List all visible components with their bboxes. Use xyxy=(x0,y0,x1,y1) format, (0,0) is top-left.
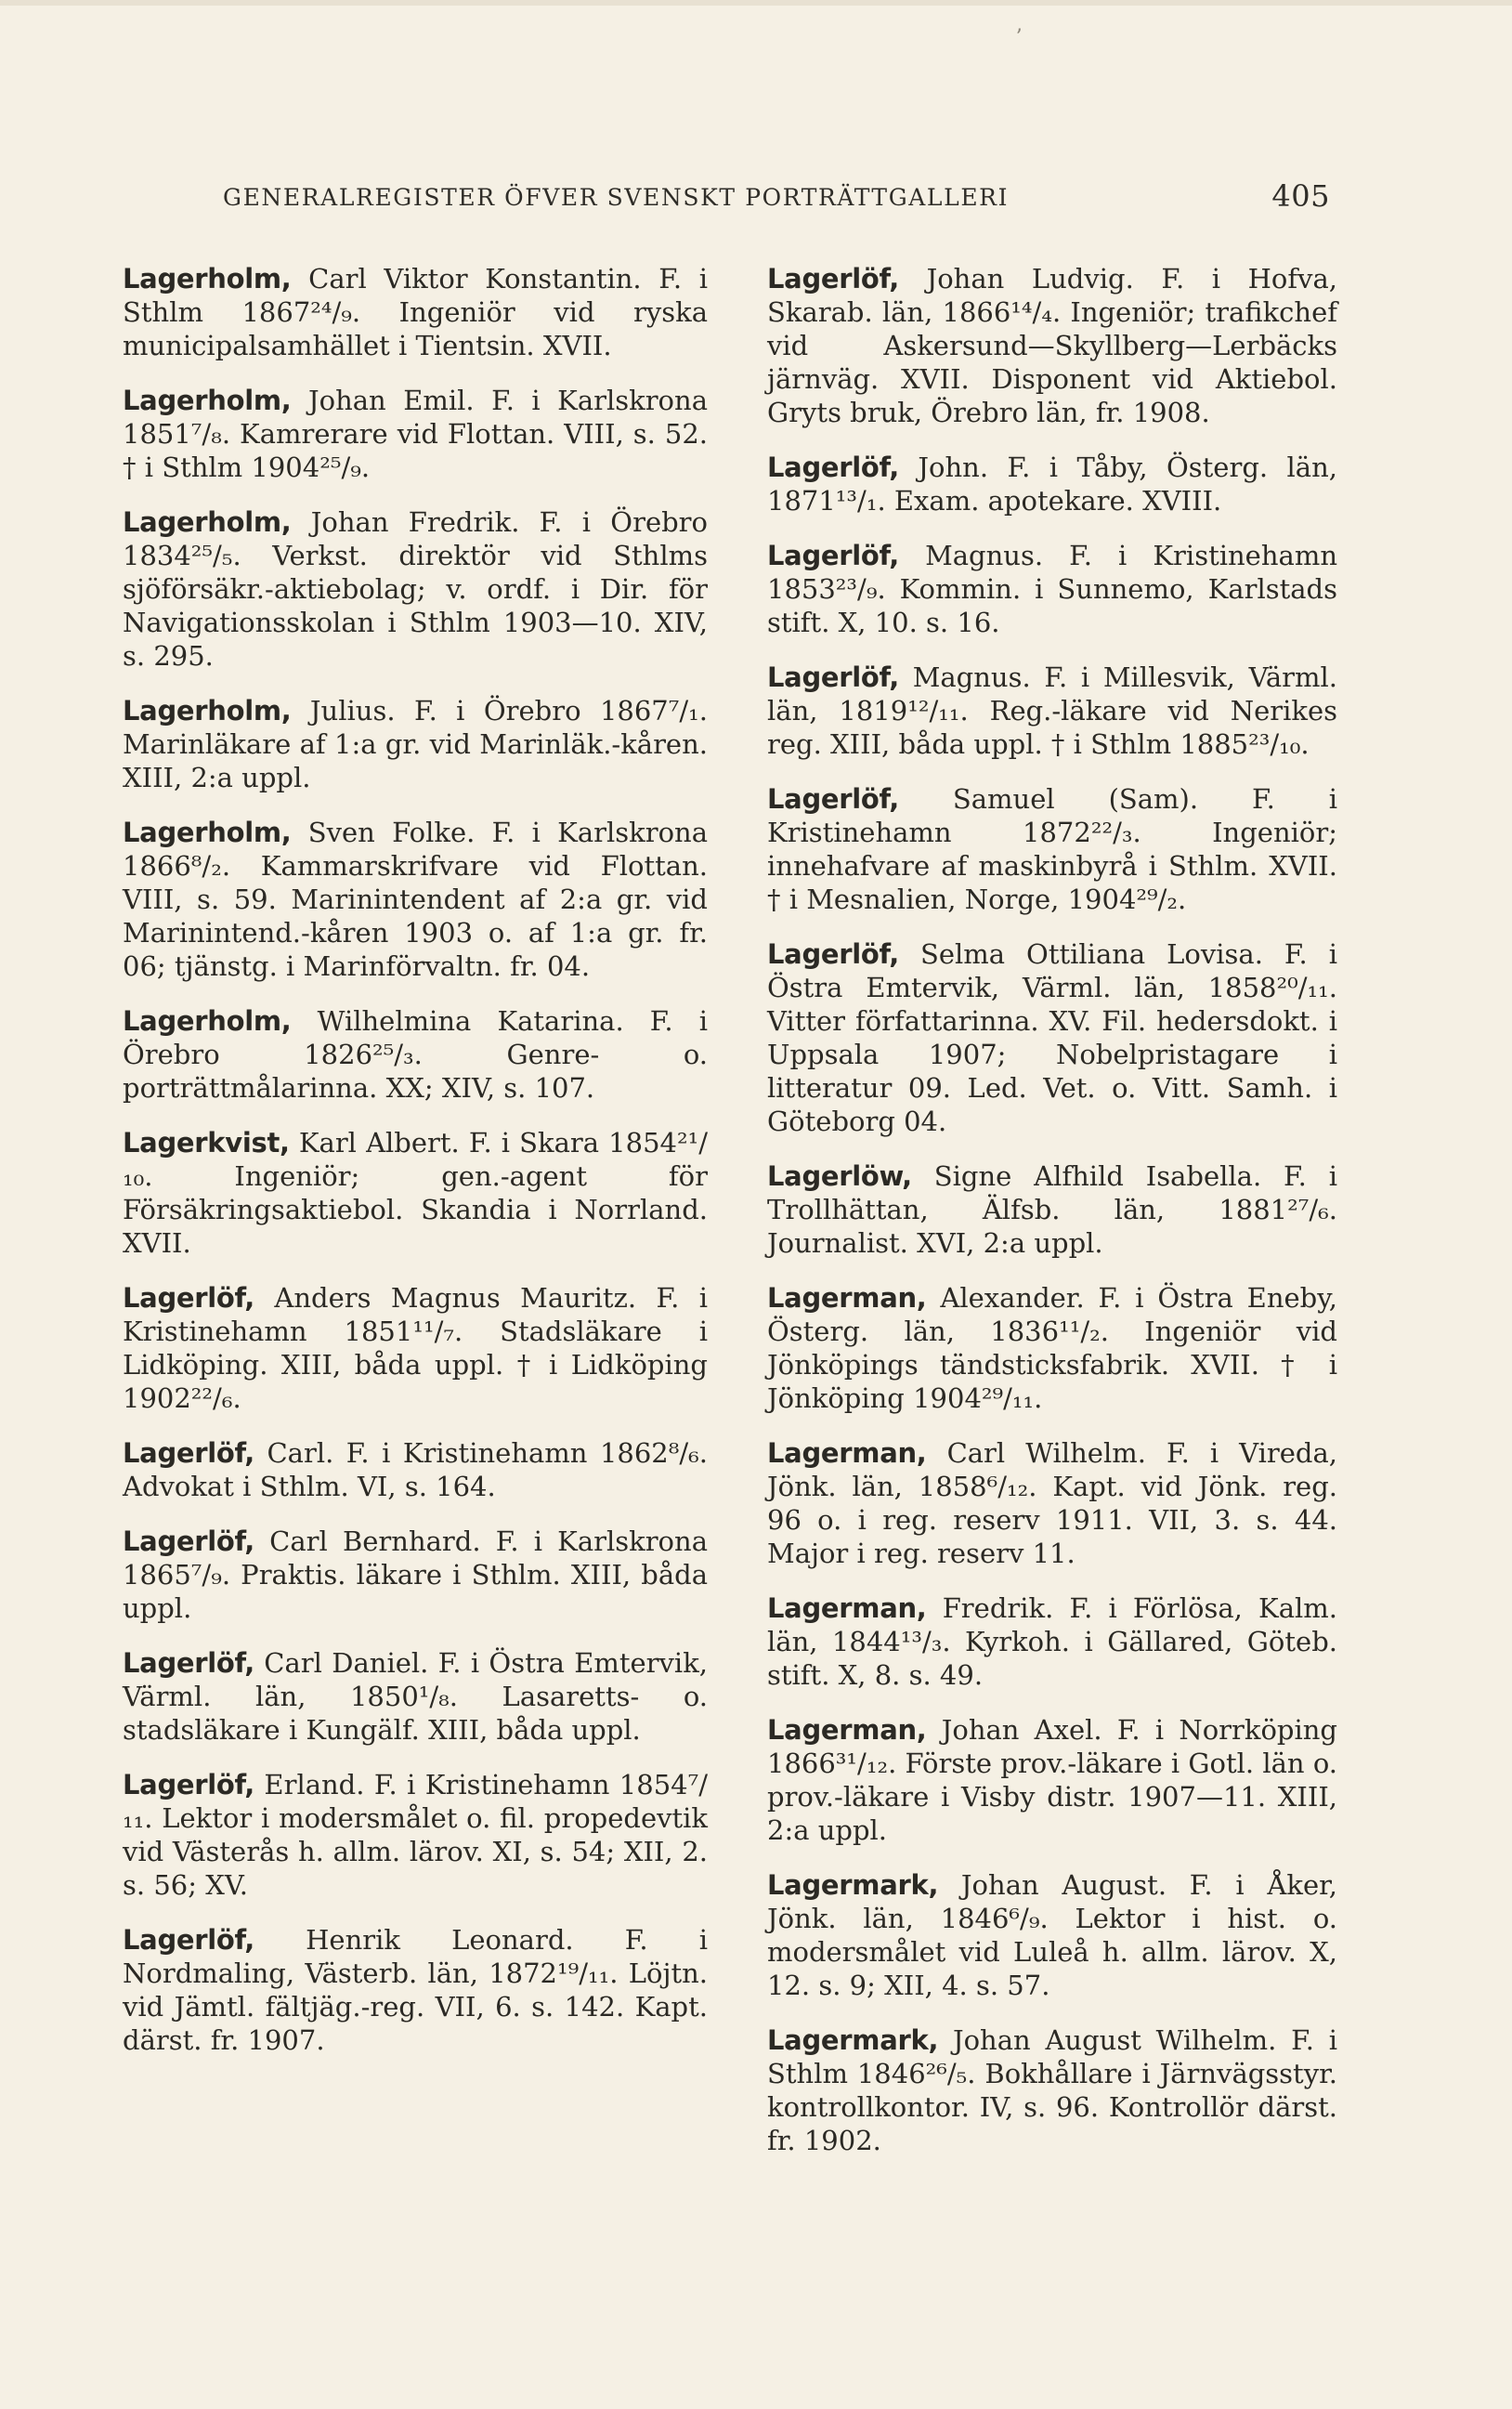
entry-text: Anders Magnus Mauritz. F. i Kristinehamn 1851¹¹/₇. Stadsläkare i Lidköping. XIII, båda uppl. † i Lidköping 1902²²/₆. xyxy=(123,1282,708,1414)
entry-text: Erland. F. i Kristinehamn 1854⁷/₁₁. Lektor i modersmålet o. fil. propedevtik vid Västerås h. allm. lärov. XI, s. 54; XII, 2. s. 56; XV. xyxy=(123,1769,708,1901)
register-entry xyxy=(123,505,708,673)
register-entry xyxy=(767,1591,1337,1692)
entry-text: Johan Ludvig. F. i Hofva, Skarab. län, 1866¹⁴/₄. Ingeniör; trafikchef vid Askersund—Skyllberg—Lerbäcks järnväg. XVII. Disponent vid Aktiebol. Gryts bruk, Örebro län, fr. 1908. xyxy=(767,263,1337,428)
entry-surname: Lagerholm, xyxy=(123,1005,292,1037)
entry-surname: Lagerlöf, xyxy=(767,783,899,815)
header-title: GENERALREGISTER ÖFVER SVENSKT PORTRÄTTGALLERI xyxy=(223,184,1010,211)
entry-surname: Lagerlöf, xyxy=(123,1525,254,1557)
entry-text: Henrik Leonard. F. i Nordmaling, Västerb. län, 1872¹⁹/₁₁. Löjtn. vid Jämtl. fältjäg.-reg. VII, 6. s. 142. Kapt. därst. fr. 1907. xyxy=(123,1924,708,2056)
entry-surname: Lagerholm, xyxy=(123,506,292,538)
entry-surname: Lagerman, xyxy=(767,1714,927,1746)
entry-text: Magnus. F. i Millesvik, Värml. län, 1819¹²/₁₁. Reg.-läkare vid Nerikes reg. XIII, båda uppl. † i Sthlm 1885²³/₁₀. xyxy=(767,661,1337,760)
entry-surname: Lagermark, xyxy=(767,1869,939,1901)
register-entry xyxy=(123,694,708,794)
entry-text: Carl Bernhard. F. i Karlskrona 1865⁷/₉. Praktis. läkare i Sthlm. XIII, båda uppl. xyxy=(123,1525,708,1624)
left-column xyxy=(123,262,708,2078)
entry-surname: Lagerlöf, xyxy=(767,540,899,571)
register-entry xyxy=(123,816,708,983)
entry-text: Carl Wilhelm. F. i Vireda, Jönk. län, 1858⁶/₁₂. Kapt. vid Jönk. reg. 96 o. i reg. reserv 1911. VII, 3. s. 44. Major i reg. reserv 11. xyxy=(767,1437,1337,1569)
entry-text: Carl Viktor Konstantin. F. i Sthlm 1867²⁴/₉. Ingeniör vid ryska municipalsamhället i Tientsin. XVII. xyxy=(123,263,708,361)
entry-text: Johan Fredrik. F. i Örebro 1834²⁵/₅. Verkst. direktör vid Sthlms sjöförsäkr.-aktiebolag; v. ordf. i Dir. för Navigationsskolan i Sthlm 1903—10. XIV, s. 295. xyxy=(123,506,708,672)
register-entry xyxy=(123,384,708,484)
entry-text: Johan August. F. i Åker, Jönk. län, 1846⁶/₉. Lektor i hist. o. modersmålet vid Luleå h. allm. lärov. X, 12. s. 9; XII, 4. s. 57. xyxy=(767,1869,1337,2001)
entry-surname: Lagerlöw, xyxy=(767,1160,912,1192)
register-entry xyxy=(123,1126,708,1260)
entry-surname: Lagerkvist, xyxy=(123,1127,290,1159)
entry-surname: Lagerholm, xyxy=(123,263,292,295)
entry-text: Johan August Wilhelm. F. i Sthlm 1846²⁶/₅. Bokhållare i Järnvägsstyr. kontrollkontor. IV, s. 96. Kontrollör därst. fr. 1902. xyxy=(767,2024,1337,2156)
entry-text: Fredrik. F. i Förlösa, Kalm. län, 1844¹³/₃. Kyrkoh. i Gällared, Göteb. stift. X, 8. s. 49. xyxy=(767,1592,1337,1691)
register-entry xyxy=(767,782,1337,916)
entry-surname: Lagerlöf, xyxy=(767,938,899,970)
register-entry xyxy=(767,1868,1337,2002)
entry-text: Alexander. F. i Östra Eneby, Österg. län, 1836¹¹/₂. Ingeniör vid Jönköpings tändsticksfabrik. XVII. † i Jönköping 1904²⁹/₁₁. xyxy=(767,1282,1337,1414)
corner-mark: ʼ xyxy=(1015,26,1022,49)
entry-surname: Lagerlöf, xyxy=(123,1924,254,1956)
register-entry xyxy=(123,1646,708,1747)
entry-surname: Lagerlöf, xyxy=(123,1282,254,1314)
register-entry xyxy=(767,539,1337,639)
entry-surname: Lagerlöf, xyxy=(767,452,899,483)
register-entry xyxy=(123,1281,708,1415)
entry-text: Sven Folke. F. i Karlskrona 1866⁸/₂. Kammarskrifvare vid Flottan. VIII, s. 59. Marinintendent af 2:a gr. vid Marinintend.-kåren 1903 o. af 1:a gr. fr. 06; tjänstg. i Marinförvaltn. fr. 04. xyxy=(123,817,708,982)
page-top-edge xyxy=(0,0,1512,6)
entry-text: Carl Daniel. F. i Östra Emtervik, Värml. län, 1850¹/₈. Lasaretts- o. stadsläkare i Kungälf. XIII, båda uppl. xyxy=(123,1647,708,1746)
register-entry xyxy=(767,1713,1337,1847)
register-entry xyxy=(767,937,1337,1138)
entry-surname: Lagerlöf, xyxy=(767,661,899,693)
running-header xyxy=(223,178,1330,219)
register-entry xyxy=(123,1923,708,2057)
entry-text: Karl Albert. F. i Skara 1854²¹/₁₀. Ingeniör; gen.-agent för Försäkringsaktiebol. Skandia i Norrland. XVII. xyxy=(123,1127,708,1259)
register-entry xyxy=(767,1281,1337,1415)
entry-surname: Lagerlöf, xyxy=(123,1769,254,1800)
entry-surname: Lagerman, xyxy=(767,1282,927,1314)
entry-text: Samuel (Sam). F. i Kristinehamn 1872²²/₃. Ingeniör; innehafvare af maskinbyrå i Sthlm. XVII. † i Mesnalien, Norge, 1904²⁹/₂. xyxy=(767,783,1337,915)
right-column xyxy=(767,262,1337,2179)
entry-surname: Lagerman, xyxy=(767,1592,927,1624)
entry-surname: Lagerholm, xyxy=(123,817,292,848)
entry-text: Johan Axel. F. i Norrköping 1866³¹/₁₂. Förste prov.-läkare i Gotl. län o. prov.-läkare i Visby distr. 1907—11. XIII, 2:a uppl. xyxy=(767,1714,1337,1846)
register-entry xyxy=(767,1159,1337,1260)
register-entry xyxy=(767,262,1337,429)
entry-text: Johan Emil. F. i Karlskrona 1851⁷/₈. Kamrerare vid Flottan. VIII, s. 52. † i Sthlm 1904²⁵/₉. xyxy=(123,385,708,483)
register-entry xyxy=(767,1436,1337,1570)
register-entry xyxy=(123,1436,708,1503)
entry-text: John. F. i Tåby, Österg. län, 1871¹³/₁. Exam. apotekare. XVIII. xyxy=(767,452,1337,517)
entry-surname: Lagerlöf, xyxy=(123,1437,254,1469)
entry-surname: Lagerlöf, xyxy=(767,263,899,295)
entry-surname: Lagerholm, xyxy=(123,695,292,727)
register-entry xyxy=(123,262,708,362)
entry-text: Selma Ottiliana Lovisa. F. i Östra Emtervik, Värml. län, 1858²⁰/₁₁. Vitter författarinna. XV. Fil. hedersdokt. i Uppsala 1907; Nobelpristagare i litteratur 09. Led. Vet. o. Vitt. Samh. i Göteborg 04. xyxy=(767,938,1337,1137)
register-entry xyxy=(123,1768,708,1902)
entry-surname: Lagerholm, xyxy=(123,385,292,416)
entry-text: Wilhelmina Katarina. F. i Örebro 1826²⁵/₃. Genre- o. porträttmålarinna. XX; XIV, s. 107. xyxy=(123,1005,708,1104)
register-entry xyxy=(123,1004,708,1105)
register-entry xyxy=(123,1525,708,1625)
entry-surname: Lagerlöf, xyxy=(123,1647,254,1679)
entry-text: Julius. F. i Örebro 1867⁷/₁. Marinläkare af 1:a gr. vid Marinläk.-kåren. XIII, 2:a uppl. xyxy=(123,695,708,793)
entry-text: Magnus. F. i Kristinehamn 1853²³/₉. Kommin. i Sunnemo, Karlstads stift. X, 10. s. 16. xyxy=(767,540,1337,638)
register-entry xyxy=(767,451,1337,517)
register-entry xyxy=(767,2023,1337,2157)
entry-surname: Lagerman, xyxy=(767,1437,927,1469)
entry-text: Carl. F. i Kristinehamn 1862⁸/₆. Advokat i Sthlm. VI, s. 164. xyxy=(123,1437,708,1502)
register-entry xyxy=(767,661,1337,761)
entry-text: Signe Alfhild Isabella. F. i Trollhättan, Älfsb. län, 1881²⁷/₆. Journalist. XVI, 2:a uppl. xyxy=(767,1160,1337,1259)
page-number: 405 xyxy=(1271,178,1330,214)
entry-surname: Lagermark, xyxy=(767,2024,939,2056)
